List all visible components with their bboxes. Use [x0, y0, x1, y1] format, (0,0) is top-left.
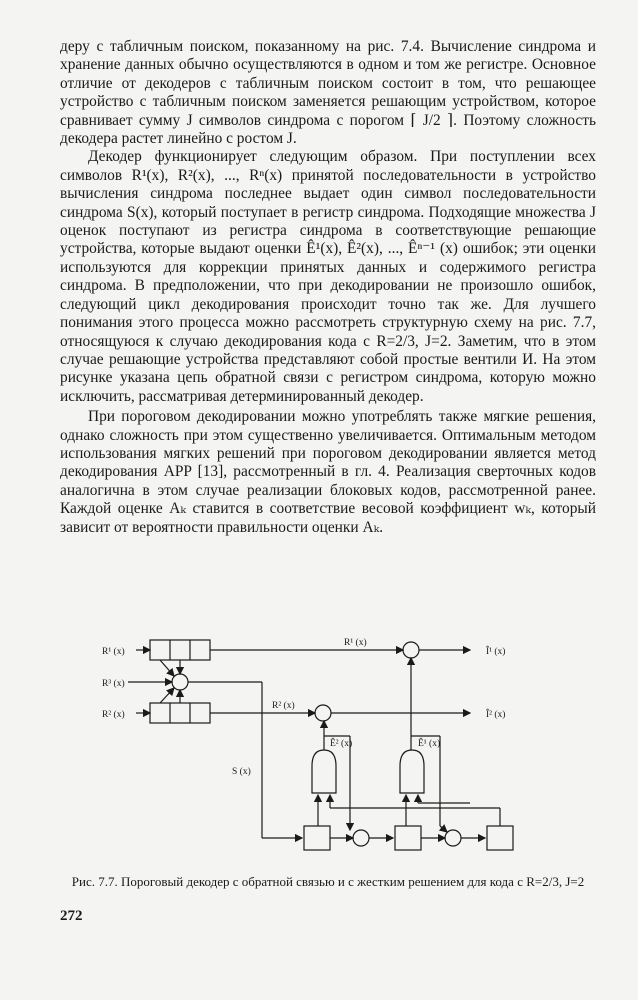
- syndrome-cell-2: [395, 826, 421, 850]
- register-r2: [150, 703, 210, 723]
- label-r3-in: R³ (x): [102, 679, 125, 689]
- label-e1: Ê¹ (x): [418, 739, 441, 749]
- correction-adder-1: [403, 642, 419, 658]
- syndrome-cell-1: [304, 826, 330, 850]
- register-r1: [150, 640, 210, 660]
- label-i1: Î¹ (x): [486, 647, 506, 657]
- figure-caption: [60, 874, 596, 889]
- paragraph-1: деру с табличным поиском, показанному на рис. 7.4. Вычисление синдрома и хранение данных обычно осуществляются в одном и том же регистре. Основное отличие от декодеров с табличным поиском состоит в том, что решающее устройство с табличным поиском заменяется решающим устройством, которое сравнивает сумму J символов синдрома с порогом ⌈ J/2 ⌉. Поэтому сложность декодера растет линейно с ростом J.: [60, 38, 596, 148]
- figure-7-7: [0, 628, 638, 868]
- syndrome-adder-3: [445, 830, 461, 846]
- and-gate-2: [400, 750, 424, 793]
- decoder-diagram: [0, 628, 638, 868]
- page-body: [60, 38, 596, 537]
- label-r2-line: R² (x): [272, 701, 295, 711]
- correction-adder-2: [315, 705, 331, 721]
- caption-text: Рис. 7.7. Пороговый декодер с обратной связью и с жестким решением для кода с R=2/3, J=2: [71, 874, 585, 889]
- paragraph-2: Декодер функционирует следующим образом. При поступлении всех символов R¹(x), R²(x), ..., Rⁿ(x) принятой последовательности в устройство вычисления синдрома последнее выдает один символ последовательности синдрома S(x), который поступает в регистр синдрома. Подходящие множества J оценок поступают из регистра синдрома в соответствующие решающие устройства, которые выдают оценки Ê¹(x), Ê²(x), ..., Êⁿ⁻¹ (x) ошибок; эти оценки используются для коррекции принятых данных и содержимого регистра синдрома. В предположении, что при декодировании не произошло ошибок, следующий цикл декодирования происходит точно так же. Для лучшего понимания этого процесса можно рассмотреть структурную схему на рис. 7.7, относящуюся к случаю декодирования кода с R=2/3, J=2. Заметим, что в этом случае решающие устройства представляют собой простые вентили И. На этом рисунке указана цепь обратной связи с регистром синдрома, которую можно исключить, рассматривая детерминированный декодер.: [60, 148, 596, 405]
- label-r2-in: R² (x): [102, 710, 125, 720]
- label-r1-in: R¹ (x): [102, 647, 125, 657]
- paragraph-3: При пороговом декодировании можно употреблять также мягкие решения, однако сложность при этом существенно увеличивается. Оптимальным методом использования мягких решений при пороговом декодировании является метод декодирования APP [13], рассмотренный в гл. 4. Реализация сверточных кодов аналогична в этом случае реализации блоковых кодов, рассмотренной ранее. Каждой оценке Aₖ ставится в соответствие весовой коэффициент wₖ, который зависит от вероятности правильности оценки Aₖ.: [60, 408, 596, 536]
- syndrome-adder-2: [353, 830, 369, 846]
- page-number: 272: [60, 908, 83, 924]
- and-gate-1: [312, 750, 336, 793]
- syndrome-cell-3: [487, 826, 513, 850]
- label-r1-line: R¹ (x): [344, 638, 367, 648]
- syndrome-adder: [172, 674, 188, 690]
- label-i2: Î² (x): [486, 710, 506, 720]
- label-syndrome: S (x): [232, 767, 251, 777]
- label-e2: Ê² (x): [330, 739, 353, 749]
